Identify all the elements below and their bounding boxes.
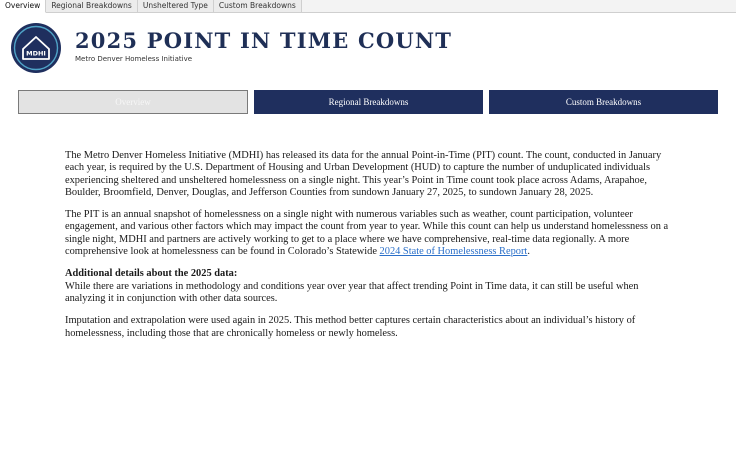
intro-paragraph: The Metro Denver Homeless Initiative (MDHI) has released its data for the annual Point-in-Time (PIT) count. The count, conducted in January each year, is required by the U.S. Department of Housing and Urban Development (HUD) to capture the number of unduplicated individuals experiencing sheltered and unsheltered homelessness on a single night. This year’s Point in Time count took place across Adams, Arapahoe, Boulder, Broomfield, Denver, Douglas, and Jefferson Counties from sundown January 27, 2025, to sundown January 28, 2025. [65, 150, 662, 198]
mdhi-logo-icon [10, 22, 62, 74]
tab-custom-breakdowns[interactable]: Custom Breakdowns [214, 0, 302, 12]
additional-details-heading: Additional details about the 2025 data: [65, 268, 238, 280]
tab-regional-breakdowns[interactable]: Regional Breakdowns [46, 0, 138, 12]
regional-breakdowns-button[interactable]: Regional Breakdowns [254, 90, 483, 114]
tab-unsheltered-type[interactable]: Unsheltered Type [138, 0, 214, 12]
pit-snapshot-text: The PIT is an annual snapshot of homelessness on a single night with numerous variables such as weather, count participation, volunteer engagement, and various other factors which may impact the count from year to year. While this count can help us understand homelessness on a single night, MDHI and partners are actively working to get to a place where we have comprehensive, real-time data regionally. A more comprehensive look at homelessness can be found in Colorado’s Statewide [65, 209, 669, 258]
dashboard-tab-strip [0, 0, 736, 13]
tab-overview[interactable]: Overview [0, 0, 46, 13]
additional-details-paragraph [65, 268, 670, 305]
state-of-homelessness-report-link[interactable]: 2024 State of Homelessness Report [379, 246, 528, 258]
pit-snapshot-paragraph [65, 209, 670, 258]
page-subtitle: Metro Denver Homeless Initiative [75, 55, 193, 63]
overview-text [65, 150, 670, 350]
custom-breakdowns-button[interactable]: Custom Breakdowns [489, 90, 718, 114]
imputation-paragraph: Imputation and extrapolation were used again in 2025. This method better captures certain characteristics about an individual’s history of homelessness, including those that are chronically homeless or newly homeless. [65, 315, 636, 339]
pit-snapshot-end: . [527, 246, 530, 258]
additional-details-text: While there are variations in methodology and conditions year over year that affect trending Point in Time data, it can still be useful when analyzing it in conjunction with other data sources. [65, 280, 639, 304]
overview-button[interactable]: Overview [18, 90, 248, 114]
logo-text: MDHI [26, 49, 46, 58]
page-title: 2025 POINT IN TIME COUNT [75, 28, 453, 53]
